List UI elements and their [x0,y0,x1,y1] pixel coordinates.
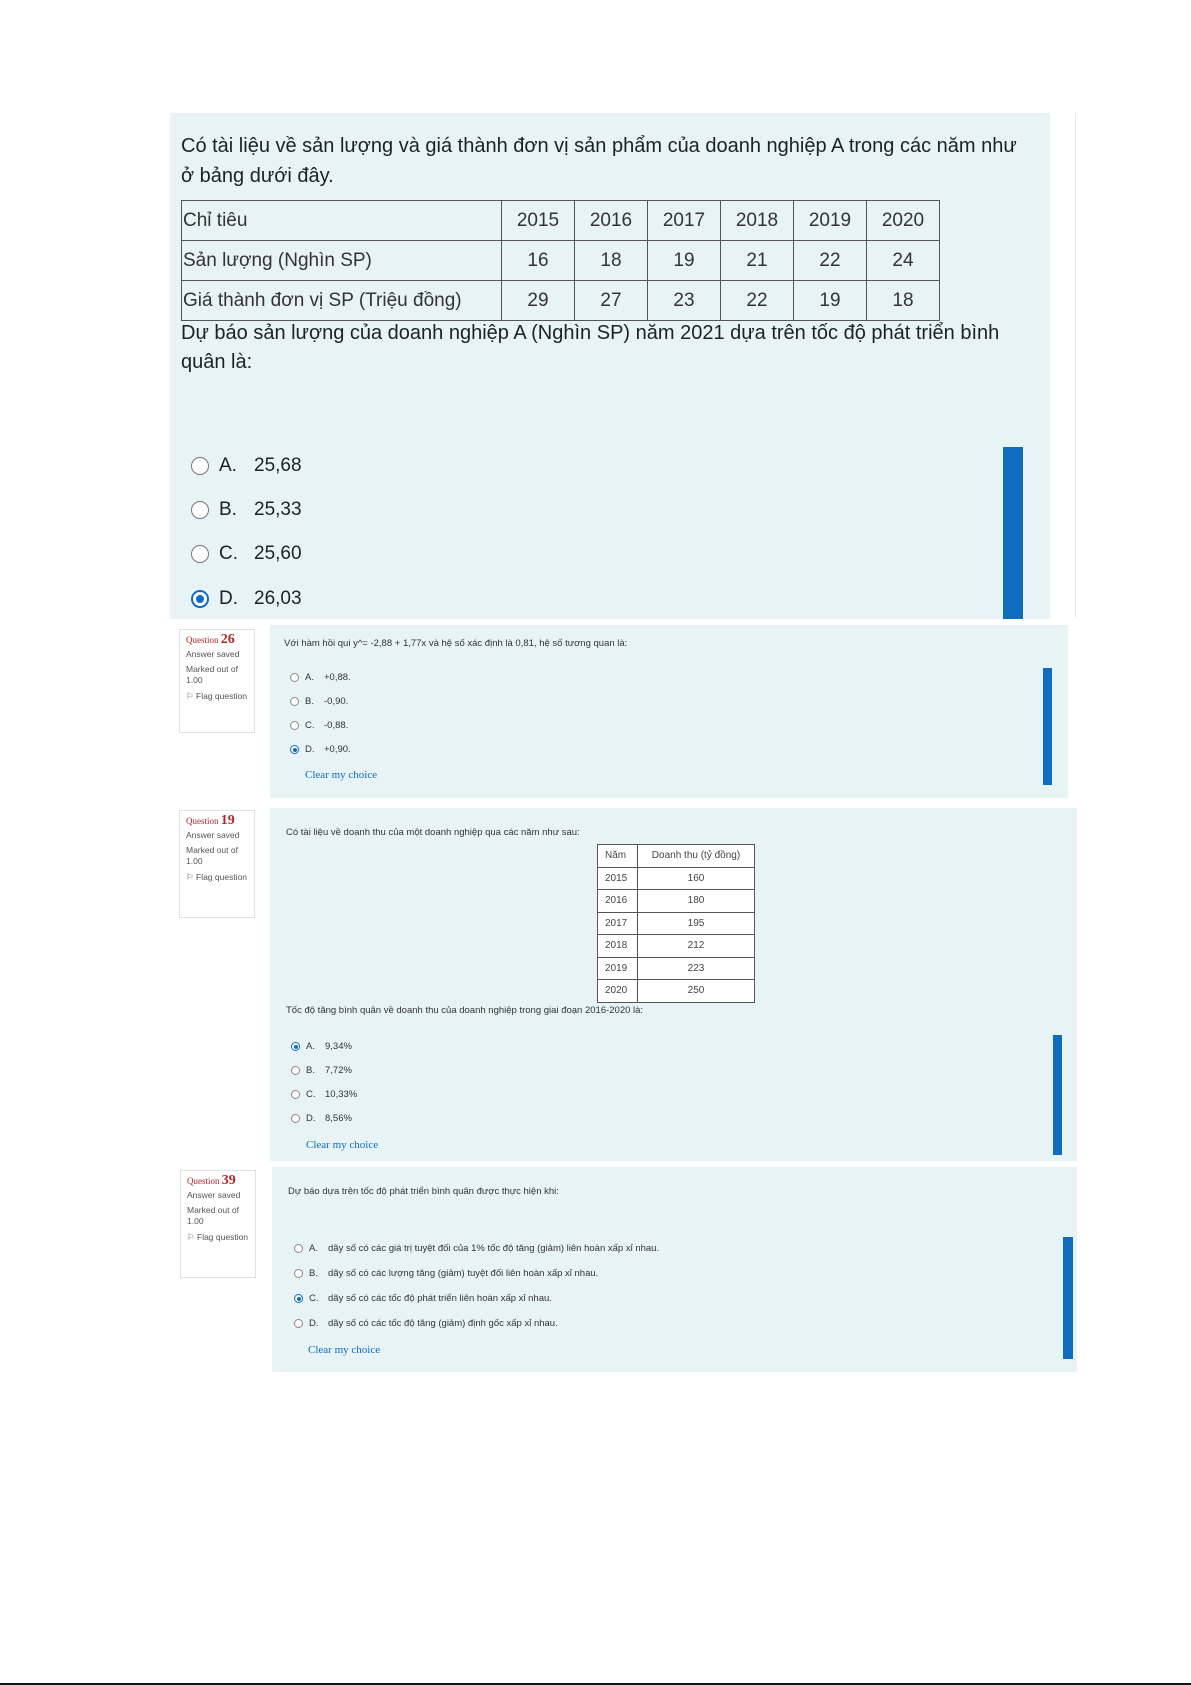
flag-icon: ⚐ [186,691,194,701]
flag-question-link[interactable]: ⚐ Flag question [187,1232,249,1242]
option-c[interactable]: C. 10,33% [291,1089,357,1100]
option-text: 25,60 [254,543,302,564]
table-cell: 22 [794,241,867,281]
table-row: 2016 180 [598,890,755,913]
option-b[interactable]: B. dãy số có các lượng tăng (giảm) tuyệt đối liên hoàn xấp xỉ nhau. [294,1268,598,1279]
table-cell: 19 [794,281,867,321]
radio-button[interactable] [294,1244,303,1253]
option-a[interactable]: A. 9,34% [291,1041,352,1052]
production-table [181,200,940,321]
table-cell: Giá thành đơn vị SP (Triệu đồng) [182,281,502,321]
question-status: Answer saved [187,1190,241,1200]
radio-button[interactable] [294,1319,303,1328]
option-text: 8,56% [325,1113,352,1124]
question-info-19 [179,810,255,918]
option-a[interactable]: A. +0,88. [290,672,351,683]
question-text: Với hàm hồi qui y^= -2,88 + 1,77x và hệ số xác định là 0,81, hệ số tương quan là: [284,638,628,649]
radio-button[interactable] [191,501,209,519]
table-cell: 27 [575,281,648,321]
option-text: +0,88. [324,672,351,683]
option-c[interactable] [191,542,302,566]
table-cell: 2016 [575,201,648,241]
option-text: 10,33% [325,1089,358,1100]
radio-button-selected[interactable] [294,1294,303,1303]
table-cell: 23 [648,281,721,321]
question-block-zoomed [170,113,1050,619]
radio-button[interactable] [191,457,209,475]
question-marks: Marked out of 1.00 [186,845,238,866]
question-text: Dự báo dựa trên tốc độ phát triển bình quân được thực hiện khi: [288,1186,559,1197]
radio-button[interactable] [191,545,209,563]
option-letter: C. [219,543,238,564]
option-b[interactable]: B. 7,72% [291,1065,352,1076]
table-cell: 2020 [867,201,940,241]
question-block-19 [270,808,1077,1161]
table-cell: 18 [867,281,940,321]
question-info-39 [180,1170,256,1278]
flag-question-link[interactable]: ⚐ Flag question [186,872,248,882]
option-b[interactable] [191,498,302,522]
option-a[interactable] [191,454,302,478]
flag-icon: ⚐ [186,872,194,882]
option-d[interactable]: D. +0,90. [290,744,351,755]
table-cell: Chỉ tiêu [182,201,502,241]
table-cell: 16 [502,241,575,281]
question-number: Question 26 [186,632,235,647]
option-letter: B. [219,499,237,520]
radio-button[interactable] [290,673,299,682]
table-row: 2020 250 [598,980,755,1003]
question-marks: Marked out of 1.00 [186,664,238,685]
option-text: 25,68 [254,455,302,476]
table-cell: 2019 [794,201,867,241]
option-c[interactable]: C. dãy số có các tốc độ phát triển liên hoàn xấp xỉ nhau. [294,1293,552,1304]
question-text: Có tài liệu về doanh thu của một doanh nghiệp qua các năm như sau: [286,827,580,838]
radio-button[interactable] [290,697,299,706]
option-text: dãy số có các tốc độ phát triển liên hoàn xấp xỉ nhau. [328,1293,552,1304]
question-status: Answer saved [186,649,240,659]
option-a[interactable]: A. dãy số có các giá trị tuyệt đối của 1% tốc độ tăng (giảm) liên hoàn xấp xỉ nhau. [294,1243,659,1254]
table-row [182,241,940,281]
question-marks: Marked out of 1.00 [187,1205,239,1226]
option-text: 25,33 [254,499,302,520]
option-text: dãy số có các giá trị tuyệt đối của 1% tốc độ tăng (giảm) liên hoàn xấp xỉ nhau. [328,1243,660,1254]
table-cell: 19 [648,241,721,281]
table-header-row [598,845,755,868]
option-text: +0,90. [324,744,351,755]
option-c[interactable]: C. -0,88. [290,720,348,731]
answer-accent-bar [1053,1035,1062,1155]
revenue-table [597,844,755,1003]
option-text: dãy số có các tốc độ tăng (giảm) định gốc xấp xỉ nhau. [328,1318,558,1329]
option-letter: A. [219,455,237,476]
table-cell: 21 [721,241,794,281]
clear-choice-link[interactable]: Clear my choice [308,1344,381,1356]
table-cell: 2017 [648,201,721,241]
radio-button[interactable] [294,1269,303,1278]
table-row: 2018 212 [598,935,755,958]
clear-choice-link[interactable]: Clear my choice [305,769,378,781]
table-header-row [182,201,940,241]
option-text: -0,88. [324,720,349,731]
question-block-26 [270,625,1068,798]
table-cell: 24 [867,241,940,281]
radio-button[interactable] [291,1066,300,1075]
radio-button-selected[interactable] [290,745,299,754]
table-cell: Sản lượng (Nghìn SP) [182,241,502,281]
table-cell: 22 [721,281,794,321]
answer-accent-bar [1003,447,1023,619]
option-d[interactable]: D. 8,56% [291,1113,352,1124]
clear-choice-link[interactable]: Clear my choice [306,1139,379,1151]
option-letter: D. [219,588,238,609]
table-cell: Năm [598,845,638,868]
table-cell: Doanh thu (tỷ đồng) [638,845,755,868]
option-text: 7,72% [325,1065,352,1076]
option-b[interactable]: B. -0,90. [290,696,348,707]
flag-icon: ⚐ [187,1232,195,1242]
question-info-26 [179,629,255,733]
question-number: Question 19 [186,813,235,828]
radio-button-selected[interactable] [191,590,209,608]
flag-question-link[interactable]: ⚐ Flag question [186,691,248,701]
radio-button-selected[interactable] [291,1042,300,1051]
option-d[interactable] [191,587,302,611]
option-text: 26,03 [254,588,302,609]
table-cell: 18 [575,241,648,281]
question-prompt: Dự báo sản lượng của doanh nghiệp A (Nghìn SP) năm 2021 dựa trên tốc độ phát triển bình quân là: [181,322,1000,373]
answer-accent-bar [1043,668,1052,785]
question-block-39 [272,1167,1077,1372]
question-prompt: Tốc độ tăng bình quân về doanh thu của doanh nghiệp trong giai đoạn 2016-2020 là: [286,1005,644,1016]
table-row: 2019 223 [598,957,755,980]
option-text: -0,90. [324,696,349,707]
option-text: dãy số có các lượng tăng (giảm) tuyệt đối liên hoàn xấp xỉ nhau. [328,1268,599,1279]
table-cell: 29 [502,281,575,321]
table-cell: 2018 [721,201,794,241]
option-text: 9,34% [325,1041,352,1052]
table-row: 2015 160 [598,867,755,890]
answer-accent-bar [1063,1237,1073,1359]
question-text: Có tài liệu về sản lượng và giá thành đơn vị sản phẩm của doanh nghiệp A trong các năm như ở bảng dưới đây. [181,135,1017,187]
radio-button[interactable] [291,1114,300,1123]
table-cell: 2015 [502,201,575,241]
table-row [182,281,940,321]
table-row: 2017 195 [598,912,755,935]
radio-button[interactable] [290,721,299,730]
radio-button[interactable] [291,1090,300,1099]
question-status: Answer saved [186,830,240,840]
option-d[interactable]: D. dãy số có các tốc độ tăng (giảm) định gốc xấp xỉ nhau. [294,1318,558,1329]
divider [1075,113,1076,618]
question-number: Question 39 [187,1173,236,1188]
